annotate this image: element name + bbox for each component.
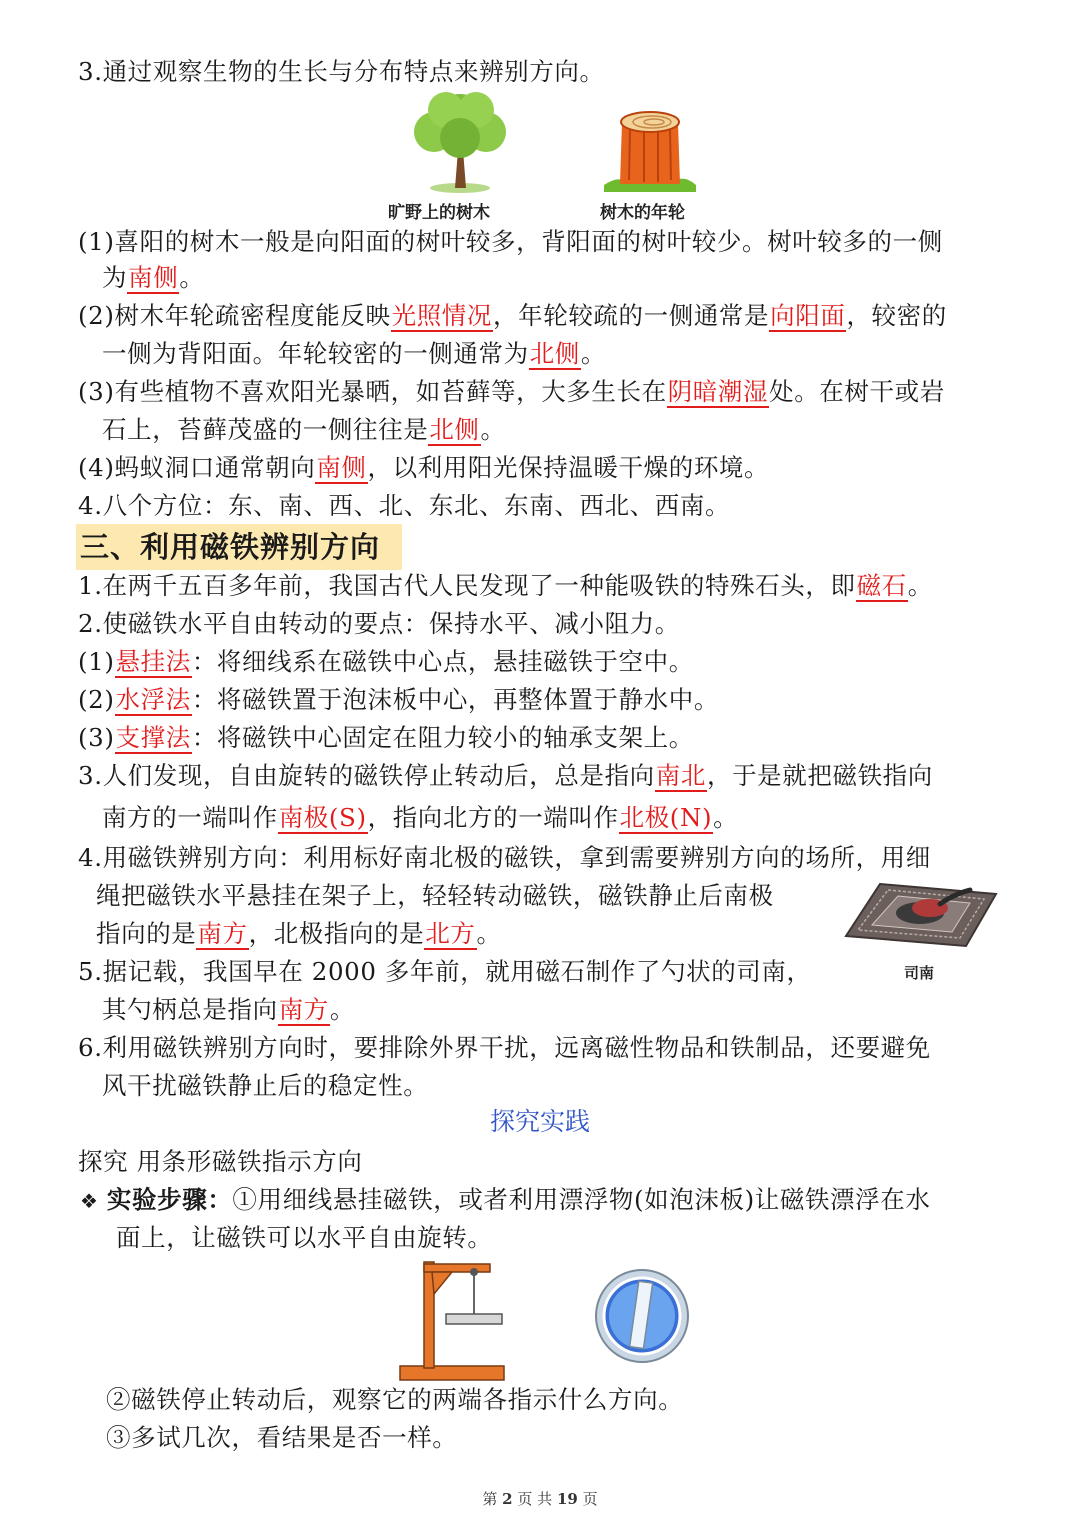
text: ，较密的	[846, 301, 947, 330]
text: (4)蚂蚁洞口通常朝向	[78, 453, 316, 482]
text: (3)	[78, 723, 115, 752]
page-number: 2	[502, 1490, 513, 1508]
answer: 北方	[425, 919, 476, 948]
answer: 南极(S)	[278, 803, 367, 832]
footer-text: 页 共	[517, 1490, 553, 1508]
item-3-line-1	[78, 374, 945, 410]
item-1-line-2	[102, 260, 204, 296]
answer: 磁石	[856, 571, 907, 600]
section-heading-text: 三、利用磁铁辨别方向	[80, 530, 381, 564]
experiment-step-3: ③多试几次，看结果是否一样。	[106, 1423, 458, 1452]
text: 一侧为背阳面。年轮较密的一侧通常为	[102, 339, 529, 368]
text: ①用细线悬挂磁铁，或者利用漂浮物(如泡沫板)让磁铁漂浮在水	[232, 1185, 931, 1214]
answer: 向阳面	[770, 301, 846, 330]
text: ，于是就把磁铁指向	[706, 761, 933, 790]
magnet-item-1	[78, 568, 933, 604]
magnet-item-6-line-1: 6.利用磁铁辨别方向时，要排除外界干扰，远离磁性物品和铁制品，还要避免	[78, 1033, 931, 1062]
text: ，北极指向的是	[248, 919, 425, 948]
text: ，指向北方的一端叫作	[367, 803, 619, 832]
answer: 阴暗潮湿	[667, 377, 769, 406]
text: 。	[476, 919, 502, 948]
answer: 北极(N)	[619, 803, 713, 832]
magnet-stand-illustration	[396, 1254, 508, 1382]
experiment-title: 探究 用条形磁铁指示方向	[78, 1147, 363, 1176]
magnet-item-4-line-1: 4.用磁铁辨别方向：利用标好南北极的磁铁，拿到需要辨别方向的场所，用细	[78, 843, 931, 872]
text: (2)	[78, 685, 115, 714]
answer: 南北	[655, 761, 706, 790]
answer: 南方	[197, 919, 248, 948]
text: 。	[713, 803, 739, 832]
text: 为	[102, 263, 128, 292]
footer-text: 第	[482, 1490, 498, 1508]
answer: 南侧	[128, 263, 179, 292]
subheading: 探究实践	[489, 1107, 590, 1136]
section-item-4: 4.八个方位：东、南、西、北、东北、东南、西北、西南。	[78, 491, 731, 520]
text: 指向的是	[96, 919, 197, 948]
answer: 水浮法	[115, 685, 191, 714]
text: 。	[480, 415, 506, 444]
item-3-line-2	[102, 412, 506, 448]
magnet-item-5-line-1: 5.据记载，我国早在 2000 多年前，就用磁石制作了勺状的司南，	[78, 957, 812, 986]
text: (3)有些植物不喜欢阳光暴晒，如苔藓等，大多生长在	[78, 377, 667, 406]
tree-stump-illustration	[600, 100, 700, 195]
text: (1)	[78, 647, 115, 676]
text: 石上，苔藓茂盛的一侧往往是	[102, 415, 429, 444]
magnet-item-3-line-1	[78, 758, 933, 794]
text: 。	[907, 571, 933, 600]
answer: 南侧	[316, 453, 367, 482]
text: ：将磁铁置于泡沫板中心，再整体置于静水中。	[191, 685, 719, 714]
page-total: 19	[556, 1490, 578, 1508]
footer-text: 页	[582, 1490, 598, 1508]
text: 。	[179, 263, 205, 292]
text: 南方的一端叫作	[102, 803, 278, 832]
text: ，年轮较疏的一侧通常是	[493, 301, 770, 330]
magnet-item-4-line-3	[96, 916, 502, 952]
item-1-line-1: (1)喜阳的树木一般是向阳面的树叶较多，背阳面的树叶较少。树叶较多的一侧	[78, 227, 943, 256]
answer: 南方	[278, 995, 329, 1024]
text: ：将细线系在磁铁中心点，悬挂磁铁于空中。	[191, 647, 694, 676]
text: 3.人们发现，自由旋转的磁铁停止转动后，总是指向	[78, 761, 655, 790]
text: 。	[329, 995, 356, 1024]
experiment-step-1	[80, 1182, 930, 1219]
tree-caption: 旷野上的树木	[388, 203, 490, 223]
item-4	[78, 450, 769, 486]
text: 。	[580, 339, 607, 368]
magnet-item-2-3	[78, 720, 694, 756]
text: (2)树木年轮疏密程度能反映	[78, 301, 391, 330]
section-heading	[76, 524, 402, 570]
answer: 北侧	[529, 339, 580, 368]
answer: 北侧	[429, 415, 480, 444]
text: 处。在树干或岩	[769, 377, 945, 406]
tree-illustration	[400, 88, 520, 198]
rings-caption: 树木的年轮	[600, 203, 685, 223]
text: ：将磁铁中心固定在阻力较小的轴承支架上。	[191, 723, 694, 752]
page-footer	[0, 1488, 1080, 1509]
magnet-item-4-line-2: 绳把磁铁水平悬挂在架子上，轻轻转动磁铁，磁铁静止后南极	[96, 881, 774, 910]
magnet-item-6-line-2: 风干扰磁铁静止后的稳定性。	[102, 1071, 429, 1100]
floating-magnet-illustration	[594, 1268, 690, 1364]
sinan-caption: 司南	[904, 964, 935, 982]
magnet-item-2-2	[78, 682, 719, 718]
sinan-compass-illustration	[842, 880, 998, 950]
text: 1.在两千五百多年前，我国古代人民发现了一种能吸铁的特殊石头，即	[78, 571, 856, 600]
experiment-step-1-cont: 面上，让磁铁可以水平自由旋转。	[116, 1223, 493, 1252]
magnet-item-5-line-2	[102, 992, 355, 1028]
magnet-item-3-line-2	[102, 800, 738, 836]
magnet-item-2: 2.使磁铁水平自由转动的要点：保持水平、减小阻力。	[78, 609, 680, 638]
diamond-bullet-icon: ❖	[80, 1189, 99, 1213]
answer: 光照情况	[391, 301, 493, 330]
steps-label: 实验步骤：	[106, 1185, 233, 1214]
section-item-3: 3.通过观察生物的生长与分布特点来辨别方向。	[78, 57, 605, 86]
experiment-step-2: ②磁铁停止转动后，观察它的两端各指示什么方向。	[106, 1385, 684, 1414]
answer: 悬挂法	[115, 647, 191, 676]
answer: 支撑法	[115, 723, 191, 752]
text: 其勺柄总是指向	[102, 995, 278, 1024]
item-2-line-2	[102, 336, 606, 372]
magnet-item-2-1	[78, 644, 694, 680]
item-2-line-1	[78, 298, 947, 334]
text: ，以利用阳光保持温暖干燥的环境。	[367, 453, 770, 482]
